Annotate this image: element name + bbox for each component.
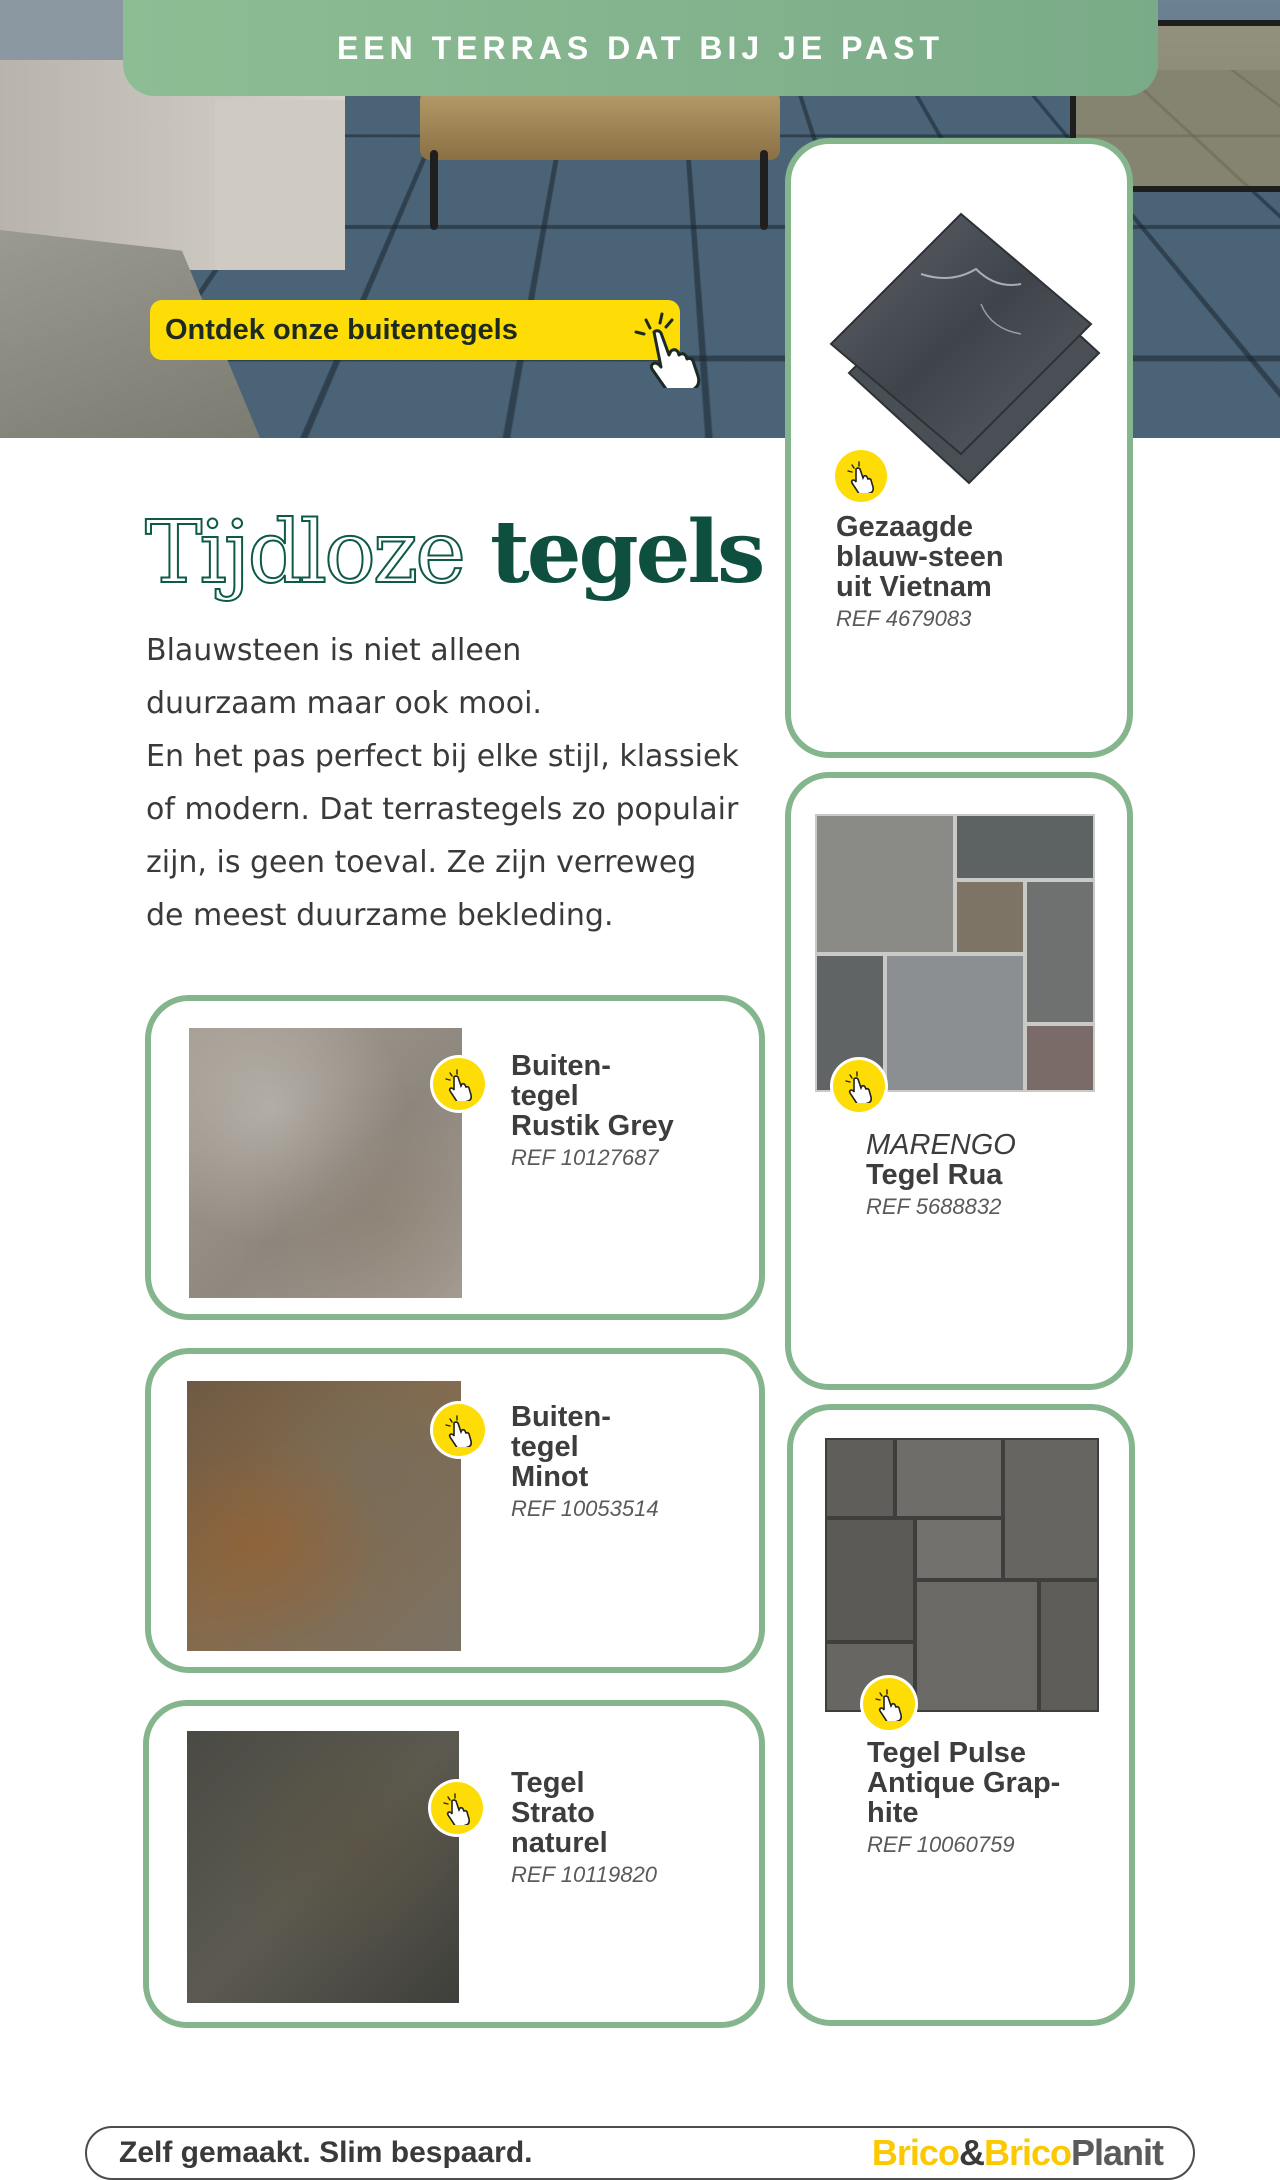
product-ref: REF 10060759 (867, 1832, 1015, 1857)
page-title (145, 502, 763, 603)
product-name: Tegel Pulse Antique Grap- hite (867, 1737, 1061, 1829)
pointing-hand-icon (872, 1687, 906, 1721)
logo-brico: Brico (871, 2132, 959, 2173)
pointing-hand-icon (628, 308, 708, 388)
intro-text (146, 624, 766, 942)
product-image-marengo-rua (815, 814, 1095, 1092)
product-image-minot (187, 1381, 461, 1651)
product-ref: REF 10127687 (511, 1145, 659, 1170)
pointing-hand-icon (442, 1067, 476, 1101)
outdoor-sofa (420, 90, 780, 160)
pointing-hand-icon (440, 1791, 474, 1825)
brico-planit-logo[interactable] (872, 2132, 1163, 2174)
product-image-pulse-graphite (825, 1438, 1099, 1712)
sofa-leg (760, 150, 768, 230)
title-part-solid: tegels (490, 502, 763, 603)
logo-ampersand: & (958, 2132, 984, 2173)
product-name: Tegel Rua (866, 1159, 1003, 1191)
product-card-strato[interactable] (143, 1700, 765, 2028)
product-card-minot[interactable] (145, 1348, 765, 1673)
product-ref: REF 10119820 (511, 1862, 657, 1887)
product-name: Buiten- tegel Rustik Grey (511, 1050, 674, 1142)
product-ref: REF 5688832 (866, 1194, 1002, 1219)
product-name: Buiten- tegel Minot (511, 1401, 611, 1493)
tap-icon[interactable] (433, 1404, 485, 1456)
footer-bar (85, 2126, 1195, 2180)
intro-line: zijn, is geen toeval. Ze zijn verreweg (146, 845, 697, 880)
sofa-leg (430, 150, 438, 230)
product-image-strato (187, 1731, 459, 2003)
pointing-hand-icon (844, 459, 878, 493)
tap-icon[interactable] (433, 1058, 485, 1110)
cta-label: Ontdek onze buitentegels (165, 313, 518, 346)
product-ref: REF 4679083 (836, 606, 972, 631)
tap-icon[interactable] (833, 1060, 885, 1112)
logo-brico-2: Brico (983, 2132, 1071, 2173)
product-ref: REF 10053514 (511, 1496, 659, 1521)
product-name: Gezaagde blauw-steen uit Vietnam (836, 511, 1004, 603)
footer-slogan: Zelf gemaakt. Slim bespaard. (119, 2136, 533, 2169)
tap-icon[interactable] (431, 1782, 483, 1834)
product-image-rustik-grey (189, 1028, 462, 1298)
product-card-pulse-graphite[interactable] (787, 1404, 1135, 2026)
intro-line: of modern. Dat terrastegels zo populair (146, 792, 739, 827)
tap-icon[interactable] (835, 450, 887, 502)
product-card-marengo-rua[interactable] (785, 772, 1133, 1390)
intro-line: En het pas perfect bij elke stijl, klassiek (146, 739, 739, 774)
tap-icon[interactable] (863, 1678, 915, 1730)
intro-line: de meest duurzame bekleding. (146, 898, 614, 933)
intro-line: duurzaam maar ook mooi. (146, 686, 542, 721)
pointing-hand-icon (842, 1069, 876, 1103)
product-name: Tegel Strato naturel (511, 1767, 608, 1859)
title-part-outline: Tijdloze (145, 503, 464, 603)
logo-planit: Planit (1070, 2132, 1163, 2173)
pointing-hand-icon (442, 1413, 476, 1447)
product-card-blauwsteen[interactable] (785, 138, 1133, 758)
top-banner (123, 0, 1158, 96)
discover-tiles-button[interactable] (150, 300, 680, 360)
product-brand: MARENGO (866, 1129, 1016, 1161)
product-card-rustik-grey[interactable] (145, 995, 765, 1320)
banner-title: EEN TERRAS DAT BIJ JE PAST (336, 29, 945, 66)
intro-line: Blauwsteen is niet alleen (146, 633, 522, 668)
wall-step (215, 100, 345, 270)
